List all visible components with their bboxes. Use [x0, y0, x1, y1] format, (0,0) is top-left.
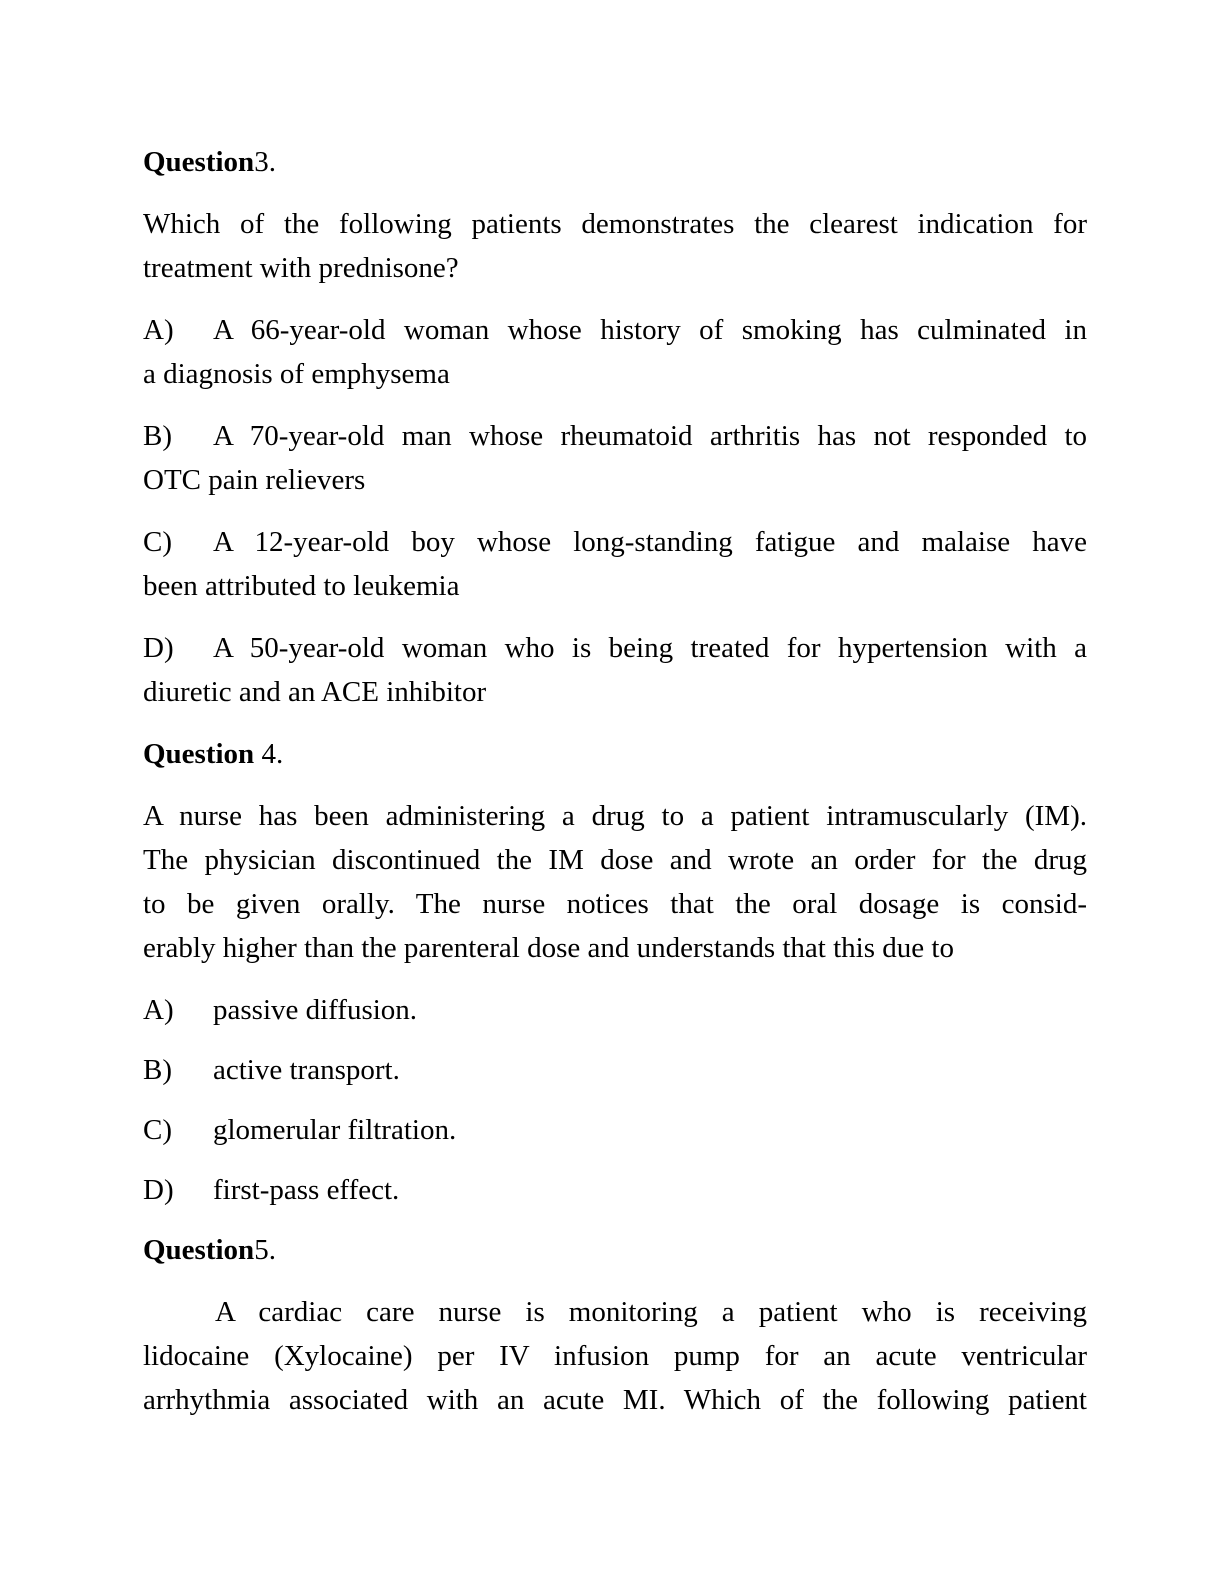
option-text: A 50-year-old woman who is being treated for hypertension with a	[213, 632, 1087, 664]
question-4-option-c	[143, 1108, 1087, 1152]
question-4-prompt-line-1: A nurse has been administering a drug to a patient intramuscularly (IM).	[143, 800, 1087, 832]
question-5-section	[143, 1228, 1087, 1422]
question-3-option-a	[143, 308, 1087, 396]
question-3-prompt-line-1: Which of the following patients demonstrates the clearest indication for	[143, 208, 1087, 240]
question-4-option-a	[143, 988, 1087, 1032]
document-content	[143, 140, 1087, 1440]
question-5-prompt	[143, 1290, 1087, 1422]
option-label: B)	[143, 1054, 172, 1086]
question-3-option-d-line-2: diuretic and an ACE inhibitor	[143, 676, 487, 708]
question-3-heading-word: Question	[143, 146, 255, 178]
question-3-option-c-line-1	[143, 520, 1087, 564]
option-text: A 70-year-old man whose rheumatoid arthritis has not responded to	[213, 420, 1087, 452]
option-label: C)	[143, 1114, 172, 1146]
question-5-prompt-line-3: arrhythmia associated with an acute MI. Which of the following patient	[143, 1384, 1087, 1416]
question-3-option-b	[143, 414, 1087, 502]
question-4-option-b-line-1	[143, 1048, 1087, 1092]
question-4-prompt-line-4: erably higher than the parenteral dose and understands that this due to	[143, 932, 954, 964]
question-3-heading	[143, 140, 1087, 184]
question-3-option-d	[143, 626, 1087, 714]
question-4-heading-number: 4.	[254, 738, 284, 770]
question-3-option-c-line-2: been attributed to leukemia	[143, 570, 460, 602]
option-label: C)	[143, 526, 172, 558]
option-label: A)	[143, 314, 174, 346]
option-text: glomerular filtration.	[213, 1114, 457, 1146]
question-4-section	[143, 732, 1087, 1212]
question-3-option-a-line-2: a diagnosis of emphysema	[143, 358, 450, 390]
question-4-option-d-line-1	[143, 1168, 1087, 1212]
question-4-prompt-line-3: to be given orally. The nurse notices that the oral dosage is consid-	[143, 888, 1087, 920]
option-label: A)	[143, 994, 174, 1026]
question-3-section	[143, 140, 1087, 714]
option-text: first-pass effect.	[213, 1174, 400, 1206]
option-label: D)	[143, 632, 174, 664]
question-4-option-c-line-1	[143, 1108, 1087, 1152]
option-label: B)	[143, 420, 172, 452]
option-label: D)	[143, 1174, 174, 1206]
question-3-option-d-line-1	[143, 626, 1087, 670]
option-text: passive diffusion.	[213, 994, 418, 1026]
question-3-option-b-line-2: OTC pain relievers	[143, 464, 366, 496]
option-text: A 66-year-old woman whose history of smoking has culminated in	[213, 314, 1087, 346]
question-5-heading	[143, 1228, 1087, 1272]
question-4-prompt	[143, 794, 1087, 970]
question-3-option-b-line-1	[143, 414, 1087, 458]
question-5-prompt-line-1: A cardiac care nurse is monitoring a patient who is receiving	[215, 1296, 1087, 1328]
question-3-heading-number: 3.	[254, 146, 276, 178]
question-3-prompt	[143, 202, 1087, 290]
question-4-option-a-line-1	[143, 988, 1087, 1032]
question-4-prompt-line-2: The physician discontinued the IM dose and wrote an order for the drug	[143, 844, 1087, 876]
question-5-heading-number: 5.	[254, 1234, 276, 1266]
question-3-option-c	[143, 520, 1087, 608]
question-5-prompt-line-2: lidocaine (Xylocaine) per IV infusion pump for an acute ventricular	[143, 1340, 1087, 1372]
question-4-heading	[143, 732, 1087, 776]
question-5-heading-word: Question	[143, 1234, 255, 1266]
question-4-option-b	[143, 1048, 1087, 1092]
question-3-prompt-line-2: treatment with prednisone?	[143, 252, 459, 284]
option-text: active transport.	[213, 1054, 400, 1086]
question-4-heading-word: Question	[143, 738, 255, 770]
option-text: A 12-year-old boy whose long-standing fatigue and malaise have	[213, 526, 1087, 558]
question-3-option-a-line-1	[143, 308, 1087, 352]
question-4-option-d	[143, 1168, 1087, 1212]
